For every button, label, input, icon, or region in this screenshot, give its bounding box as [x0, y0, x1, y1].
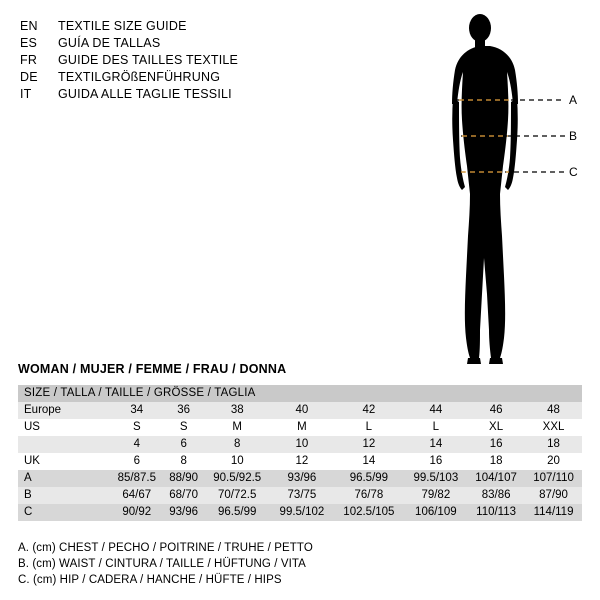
row-label: UK [24, 455, 40, 467]
table-cell: 16 [489, 438, 503, 450]
measurement-marker-c: C [569, 165, 578, 179]
table-cell: L [365, 421, 373, 433]
table-cell: 16 [429, 455, 443, 467]
table-cell: 4 [133, 438, 140, 450]
language-title: GUÍA DE TALLAS [58, 36, 161, 50]
table-cell: 6 [133, 455, 140, 467]
table-cell: 70/72.5 [218, 489, 257, 501]
table-cell: 64/67 [122, 489, 152, 501]
table-cell: 99.5/103 [413, 472, 459, 484]
row-label: B [24, 489, 32, 501]
legend-item-chest: A. (cm) CHEST / PECHO / POITRINE / TRUHE / PETTO [18, 542, 313, 554]
table-row [18, 453, 582, 470]
table-cell: 99.5/102 [279, 506, 325, 518]
table-cell: 18 [489, 455, 503, 467]
table-cell: 20 [547, 455, 560, 467]
table-cell: 87/90 [539, 489, 568, 501]
table-cell: 10 [295, 438, 309, 450]
table-row [18, 402, 582, 419]
language-row [20, 35, 320, 52]
table-cell: 76/78 [354, 489, 384, 501]
table-cell: 36 [177, 404, 191, 416]
row-label: A [24, 472, 32, 484]
table-cell: 96.5/99 [349, 472, 389, 484]
row-label: US [24, 421, 40, 433]
language-code: EN [20, 19, 38, 33]
table-header-label: SIZE / TALLA / TAILLE / GRÖSSE / TAGLIA [24, 387, 256, 399]
table-cell: S [132, 421, 141, 433]
table-cell: XL [489, 421, 504, 433]
table-cell: 106/109 [415, 506, 457, 518]
language-title: GUIDA ALLE TAGLIE TESSILI [58, 87, 232, 101]
table-cell: 90.5/92.5 [213, 472, 262, 484]
table-cell: L [432, 421, 440, 433]
table-cell: 12 [295, 455, 309, 467]
table-cell: 38 [230, 404, 244, 416]
table-cell: 8 [180, 455, 187, 467]
language-code: DE [20, 70, 38, 84]
table-cell: 93/96 [169, 506, 199, 518]
table-cell: 46 [489, 404, 503, 416]
size-table-wrapper [18, 385, 582, 521]
table-cell: 73/75 [287, 489, 317, 501]
table-cell: 114/119 [533, 506, 574, 518]
female-body-silhouette [430, 8, 590, 368]
table-row [18, 504, 582, 521]
table-cell: 88/90 [169, 472, 199, 484]
language-row [20, 52, 320, 69]
section-label-woman: WOMAN / MUJER / FEMME / FRAU / DONNA [18, 362, 287, 376]
language-header-block [20, 18, 320, 103]
table-cell: 102.5/105 [343, 506, 395, 518]
size-table [18, 385, 582, 521]
table-cell: 10 [230, 455, 244, 467]
language-row [20, 69, 320, 86]
table-cell: 42 [362, 404, 376, 416]
table-cell: 18 [547, 438, 560, 450]
table-cell: 79/82 [421, 489, 451, 501]
table-cell: 93/96 [287, 472, 317, 484]
language-title: GUIDE DES TAILLES TEXTILE [58, 53, 239, 67]
table-row [18, 419, 582, 436]
table-cell: 48 [547, 404, 560, 416]
row-label: Europe [24, 404, 62, 416]
table-cell: 85/87.5 [117, 472, 156, 484]
table-cell: 40 [295, 404, 309, 416]
measurement-marker-b: B [569, 129, 578, 143]
table-header-row [18, 385, 582, 402]
language-code: FR [20, 53, 38, 67]
table-cell: 12 [362, 438, 376, 450]
table-cell: 14 [362, 455, 376, 467]
table-cell: 6 [180, 438, 187, 450]
row-label: C [24, 506, 33, 518]
language-code: IT [20, 87, 32, 101]
legend-item-hip: C. (cm) HIP / CADERA / HANCHE / HÜFTE / HIPS [18, 574, 282, 586]
table-cell: 90/92 [122, 506, 152, 518]
table-cell: 68/70 [169, 489, 199, 501]
language-row [20, 18, 320, 35]
language-title: TEXTILE SIZE GUIDE [58, 19, 187, 33]
table-cell: 14 [429, 438, 443, 450]
measurement-marker-a: A [569, 93, 578, 107]
table-cell: S [179, 421, 188, 433]
table-cell: 83/86 [481, 489, 511, 501]
measurement-legend [18, 540, 578, 588]
table-cell: XXL [542, 421, 565, 433]
table-cell: M [297, 421, 307, 433]
table-cell: 44 [429, 404, 443, 416]
legend-item-waist: B. (cm) WAIST / CINTURA / TAILLE / HÜFTUNG / VITA [18, 558, 306, 570]
language-title: TEXTILGRÖßENFÜHRUNG [58, 70, 221, 84]
table-cell: 34 [130, 404, 144, 416]
table-cell: 8 [234, 438, 241, 450]
table-cell: M [232, 421, 242, 433]
language-row [20, 86, 320, 103]
table-cell: 104/107 [475, 472, 517, 484]
table-cell: 96.5/99 [218, 506, 257, 518]
table-row [18, 470, 582, 487]
language-code: ES [20, 36, 38, 50]
table-row [18, 487, 582, 504]
table-cell: 107/110 [533, 472, 574, 484]
table-row [18, 436, 582, 453]
row-label [18, 436, 110, 453]
table-cell: 110/113 [476, 506, 517, 518]
